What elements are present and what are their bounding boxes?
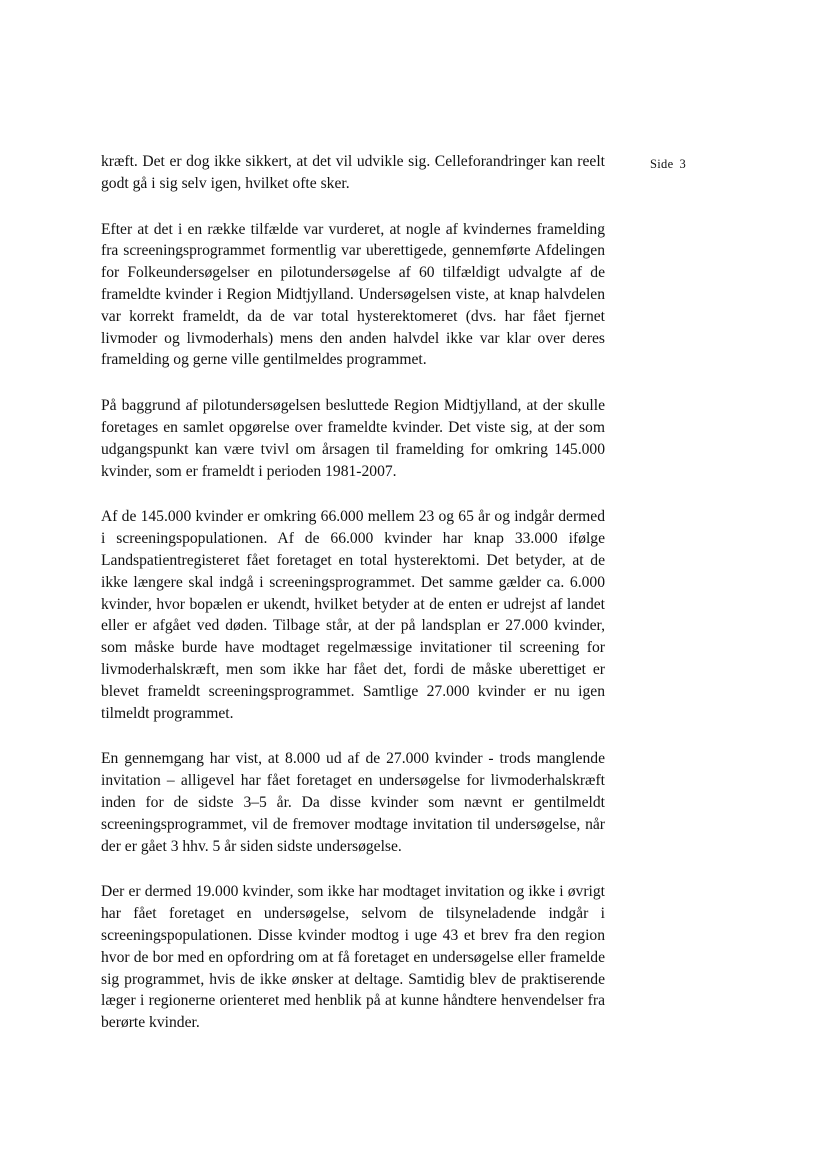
paragraph-2: Efter at det i en række tilfælde var vurderet, at nogle af kvindernes framelding fra screeningsprogrammet formentlig var uberettigede, gennemførte Afdelingen for Folkeundersøgelser en pilotundersøgelse af 60 tilfældigt udvalgte af de frameldte kvinder i Region Midtjylland. Undersøgelsen viste, at knap halvdelen var korrekt frameldt, da de var total hysterektomeret (dvs. har fået fjernet livmoder og livmoderhals) mens den anden halvdel ikke var klar over deres framelding og gerne ville gentilmeldes programmet. — [101, 220, 605, 369]
paragraph-5: En gennemgang har vist, at 8.000 ud af de 27.000 kvinder - trods manglende invitation – alligevel har fået foretaget en undersøgelse for livmoderhalskræft inden for de sidste 3–5 år. Da disse kvinder som nævnt er gentilmeldt screeningsprogrammet, vil de fremover modtage invitation til undersøgelse, når der er gået 3 hhv. 5 år siden sidste undersøgelse. — [101, 750, 605, 855]
page-number-label: Side — [650, 157, 674, 171]
paragraph-1: kræft. Det er dog ikke sikkert, at det vil udvikle sig. Celleforandringer kan reelt godt gå i sig selv igen, hvilket ofte sker. — [101, 153, 605, 192]
paragraph-6: Der er dermed 19.000 kvinder, som ikke har modtaget invitation og ikke i øvrigt har fået foretaget en undersøgelse, selvom de tilsyneladende indgår i screeningspopulationen. Disse kvinder modtog i uge 43 et brev fra den region hvor de bor med en opfordring om at få foretaget en undersøgelse eller framelde sig programmet, hvis de ikke ønsker at deltage. Samtidig blev de praktiserende læger i regionerne orienteret med henblik på at kunne håndtere henvendelser fra berørte kvinder. — [101, 883, 605, 1032]
paragraph-4: Af de 145.000 kvinder er omkring 66.000 mellem 23 og 65 år og indgår dermed i screeningspopulationen. Af de 66.000 kvinder har knap 33.000 ifølge Landspatientregisteret fået foretaget en total hysterektomi. Det betyder, at de ikke længere skal indgå i screeningsprogrammet. Det samme gælder ca. 6.000 kvinder, hvor bopælen er ukendt, hvilket betyder at de enten er udrejst af landet eller er afgået ved døden. Tilbage står, at der på landsplan er 27.000 kvinder, som måske burde have modtaget regelmæssige invitationer til screening for livmoderhalskræft, men som ikke har fået det, fordi de måske uberettiget er blevet frameldt screeningsprogrammet. Samtlige 27.000 kvinder er nu igen tilmeldt programmet. — [101, 508, 605, 722]
paragraph-3: På baggrund af pilotundersøgelsen besluttede Region Midtjylland, at der skulle foretages en samlet opgørelse over frameldte kvinder. Det viste sig, at der som udgangspunkt kan være tvivl om årsagen til framelding for omkring 145.000 kvinder, som er frameldt i perioden 1981-2007. — [101, 397, 605, 480]
page-number-value: 3 — [679, 157, 686, 171]
body-text — [101, 151, 605, 1058]
page-number — [650, 157, 686, 172]
